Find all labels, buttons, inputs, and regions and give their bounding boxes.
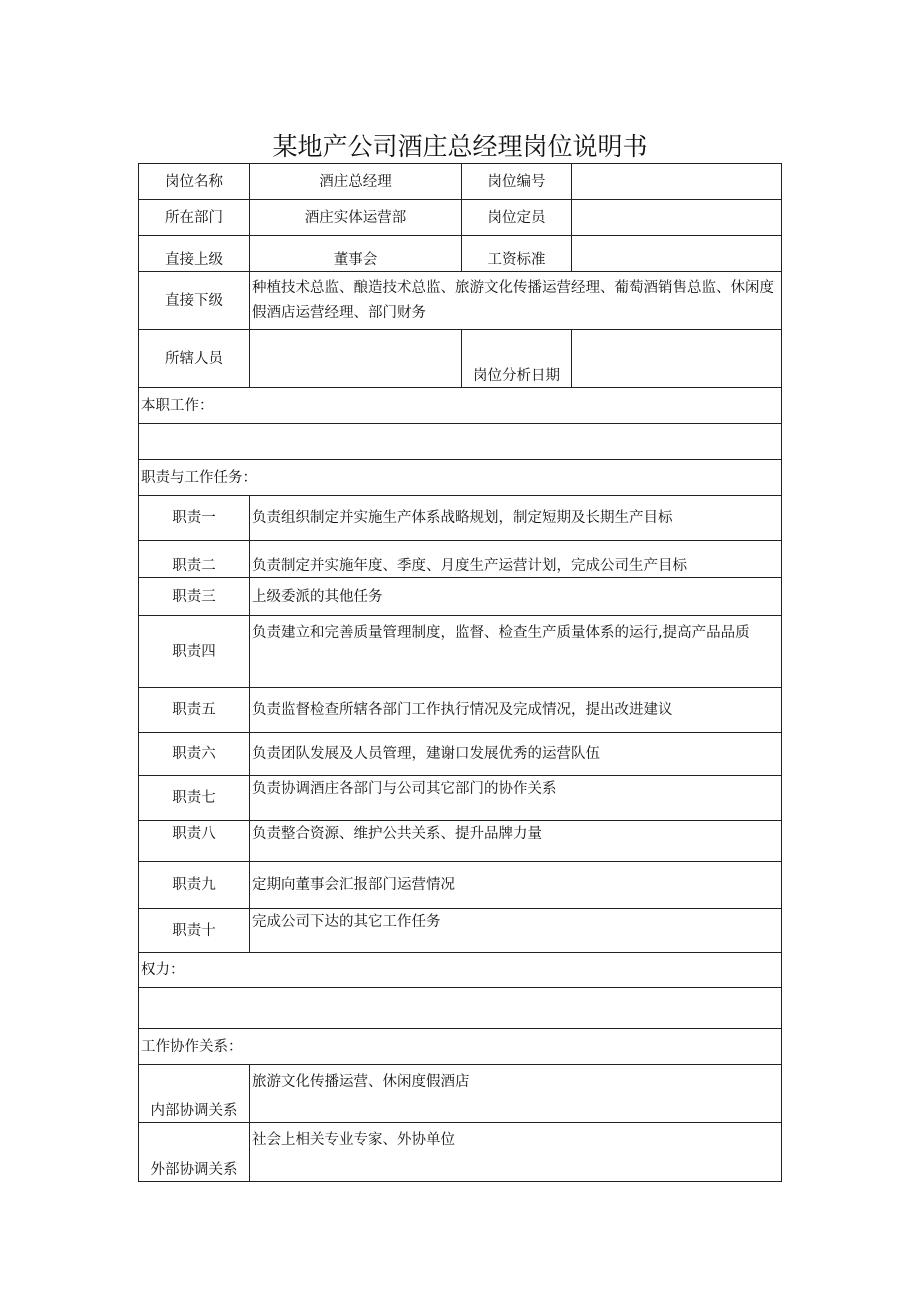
duty-label: 职责十: [139, 909, 250, 953]
duty-row: [139, 733, 782, 776]
duty-text: 负责监督检查所辖各部门工作执行情况及完成情况，提出改进建议: [250, 688, 782, 733]
subordinates-value: 种植技术总监、酿造技术总监、旅游文化传播运营经理、葡萄酒销售总监、休闲度假酒店运营经理、部门财务: [250, 272, 782, 330]
job-description-table: [138, 163, 782, 1182]
row-authority-label: [139, 953, 782, 988]
row-relations-label: [139, 1029, 782, 1065]
row-authority: [139, 988, 782, 1029]
internal-relations-label: 内部协调关系: [139, 1065, 250, 1123]
subordinates-label: 直接下级: [139, 272, 250, 330]
row-department: [139, 200, 782, 236]
duty-label: 职责四: [139, 616, 250, 688]
salary-label: 工资标准: [462, 236, 572, 272]
superior-label: 直接上级: [139, 236, 250, 272]
row-main-work-label: [139, 388, 782, 424]
main-work-label: 本职工作：: [139, 388, 782, 424]
duty-text: 负责制定并实施年度、季度、月度生产运营计划，完成公司生产目标: [250, 541, 782, 578]
duty-row: [139, 862, 782, 909]
row-subordinates: [139, 272, 782, 330]
duty-label: 职责九: [139, 862, 250, 909]
external-relations-value: 社会上相关专业专家、外协单位: [250, 1123, 782, 1182]
row-internal-relations: [139, 1065, 782, 1123]
duty-text: 负责整合资源、维护公共关系、提升品牌力量: [250, 821, 782, 862]
analysis-date-label: 岗位分析日期: [462, 330, 572, 388]
duty-text: 负责团队发展及人员管理，建谢口发展优秀的运营队伍: [250, 733, 782, 776]
row-position-name: [139, 164, 782, 200]
authority-label: 权力：: [139, 953, 782, 988]
external-relations-label: 外部协调关系: [139, 1123, 250, 1182]
duty-row: [139, 909, 782, 953]
duty-row: [139, 821, 782, 862]
authority-value: [139, 988, 782, 1029]
duty-label: 职责八: [139, 821, 250, 862]
row-staff: [139, 330, 782, 388]
duty-row: [139, 578, 782, 616]
duty-label: 职责七: [139, 776, 250, 821]
row-duties-label: [139, 460, 782, 496]
duty-text: 上级委派的其他任务: [250, 578, 782, 616]
duty-row: [139, 541, 782, 578]
duty-label: 职责六: [139, 733, 250, 776]
salary-value: [572, 236, 782, 272]
department-value: 酒庄实体运营部: [250, 200, 462, 236]
duty-text: 负责协调酒庄各部门与公司其它部门的协作关系: [250, 776, 782, 821]
duty-label: 职责五: [139, 688, 250, 733]
row-external-relations: [139, 1123, 782, 1182]
row-superior: [139, 236, 782, 272]
staff-label: 所辖人员: [139, 330, 250, 388]
duty-text: 负责组织制定并实施生产体系战略规划，制定短期及长期生产目标: [250, 496, 782, 541]
department-label: 所在部门: [139, 200, 250, 236]
analysis-date-value: [572, 330, 782, 388]
duty-text: 负责建立和完善质量管理制度，监督、检查生产质量体系的运行,提高产品品质: [250, 616, 782, 688]
position-no-label: 岗位编号: [462, 164, 572, 200]
main-work-value: [139, 424, 782, 460]
headcount-label: 岗位定员: [462, 200, 572, 236]
position-name-label: 岗位名称: [139, 164, 250, 200]
row-main-work: [139, 424, 782, 460]
duty-text: 完成公司下达的其它工作任务: [250, 909, 782, 953]
duties-label: 职责与工作任务：: [139, 460, 782, 496]
internal-relations-value: 旅游文化传播运营、休闲度假酒店: [250, 1065, 782, 1123]
duty-text: 定期向董事会汇报部门运营情况: [250, 862, 782, 909]
position-no-value: [572, 164, 782, 200]
duty-row: [139, 776, 782, 821]
staff-value: [250, 330, 462, 388]
duty-row: [139, 496, 782, 541]
duty-label: 职责一: [139, 496, 250, 541]
page-title: 某地产公司酒庄总经理岗位说明书: [272, 132, 648, 161]
duty-row: [139, 688, 782, 733]
relations-label: 工作协作关系：: [139, 1029, 782, 1065]
headcount-value: [572, 200, 782, 236]
duty-row: [139, 616, 782, 688]
position-name-value: 酒庄总经理: [250, 164, 462, 200]
superior-value: 董事会: [250, 236, 462, 272]
duty-label: 职责三: [139, 578, 250, 616]
duty-label: 职责二: [139, 541, 250, 578]
